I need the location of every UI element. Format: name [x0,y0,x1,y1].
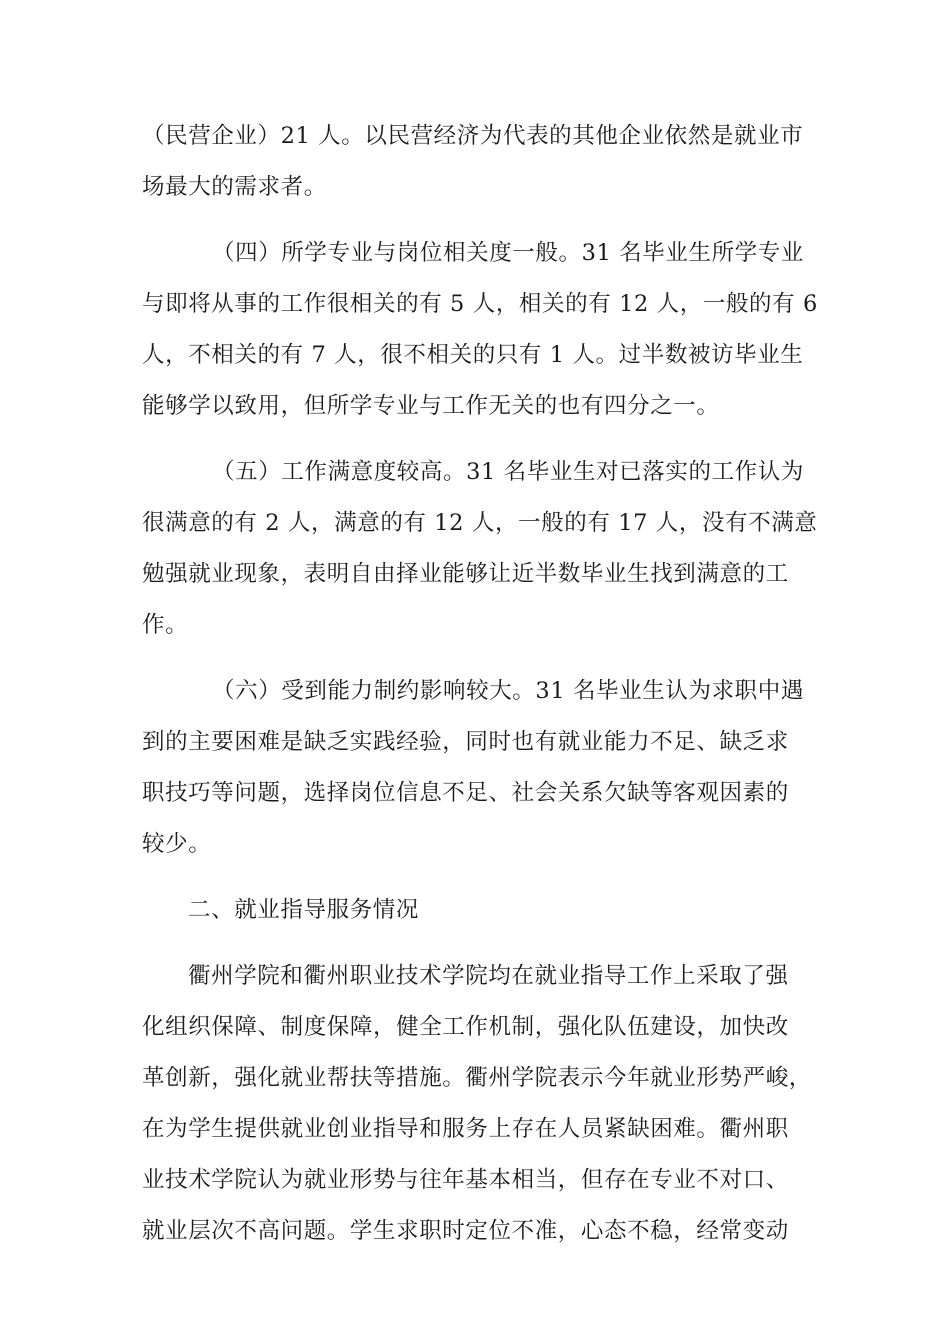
text-line: 作。 [142,612,189,638]
text-line: 很满意的有 2 人，满意的有 12 人，一般的有 17 人，没有不满意 [142,510,818,536]
text-line: 业技术学院认为就业形势与往年基本相当，但存在专业不对口、 [142,1167,789,1193]
text-line: 能够学以致用，但所学专业与工作无关的也有四分之一。 [142,393,720,419]
text-line: 就业层次不高问题。学生求职时定位不准，心态不稳，经常变动 [142,1218,789,1244]
text-line: 场最大的需求者。 [142,174,327,200]
text-line: 化组织保障、制度保障，健全工作机制，强化队伍建设，加快改 [142,1014,789,1040]
section-heading-2: 二、就业指导服务情况 [188,897,420,923]
text-line: 到的主要困难是缺乏实践经验，同时也有就业能力不足、缺乏求 [142,729,789,755]
section-heading-5: （五）工作满意度较高。31 名毕业生对已落实的工作认为 [212,459,804,485]
text-line: 革创新，强化就业帮扶等措施。衢州学院表示今年就业形势严峻， [142,1065,812,1091]
text-line: 与即将从事的工作很相关的有 5 人，相关的有 12 人，一般的有 6 [142,291,818,317]
text-line: （民营企业）21 人。以民营经济为代表的其他企业依然是就业市 [142,123,804,149]
text-line: 在为学生提供就业创业指导和服务上存在人员紧缺困难。衢州职 [142,1116,789,1142]
section-heading-6: （六）受到能力制约影响较大。31 名毕业生认为求职中遇 [212,678,804,704]
text-line: 人，不相关的有 7 人，很不相关的只有 1 人。过半数被访毕业生 [142,342,804,368]
text-line: 勉强就业现象，表明自由择业能够让近半数毕业生找到满意的工 [142,561,789,587]
text-line: 职技巧等问题，选择岗位信息不足、社会关系欠缺等客观因素的 [142,780,789,806]
section-heading-4: （四）所学专业与岗位相关度一般。31 名毕业生所学专业 [212,240,804,266]
text-line: 衢州学院和衢州职业技术学院均在就业指导工作上采取了强 [188,963,789,989]
text-line: 较少。 [142,831,212,857]
